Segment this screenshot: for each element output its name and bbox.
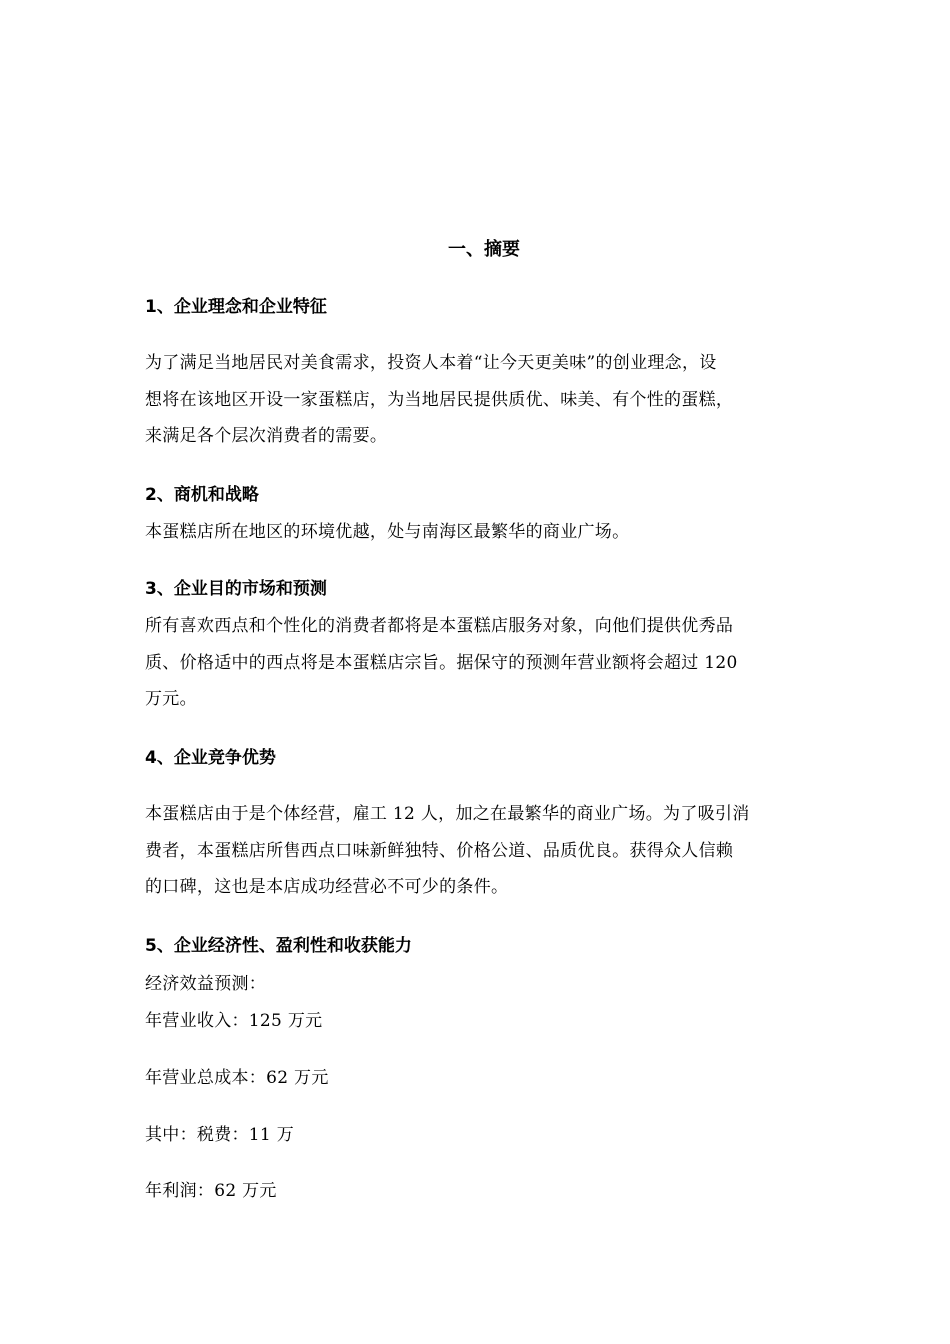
paragraph-line: 所有喜欢西点和个性化的消费者都将是本蛋糕店服务对象，向他们提供优秀品 bbox=[145, 616, 734, 636]
section-heading-2: 2、商机和战略 bbox=[145, 485, 259, 505]
forecast-label: 经济效益预测： bbox=[145, 974, 267, 994]
section-paragraph-1 bbox=[145, 345, 810, 455]
paragraph-line: 质、价格适中的西点将是本蛋糕店宗旨。据保守的预测年营业额将会超过 120 bbox=[145, 652, 738, 673]
paragraph-line: 来满足各个层次消费者的需要。 bbox=[145, 426, 388, 446]
figure-tax: 其中：税费：11 万 bbox=[145, 1125, 295, 1145]
paragraph-line: 本蛋糕店由于是个体经营，雇工 12 人，加之在最繁华的商业广场。为了吸引消 bbox=[145, 804, 750, 824]
section-heading-5: 5、企业经济性、盈利性和收获能力 bbox=[145, 936, 412, 956]
section-heading-1: 1、企业理念和企业特征 bbox=[145, 297, 327, 317]
section-heading-4: 4、企业竞争优势 bbox=[145, 748, 276, 768]
section-paragraph-4 bbox=[145, 796, 810, 906]
figure-total-cost: 年营业总成本：62 万元 bbox=[145, 1068, 329, 1088]
paragraph-line: 为了满足当地居民对美食需求，投资人本着“让今天更美味”的创业理念，设 bbox=[145, 353, 717, 373]
section-paragraph-3 bbox=[145, 608, 810, 718]
paragraph-line: 的口碑，这也是本店成功经营必不可少的条件。 bbox=[145, 877, 509, 897]
paragraph-line: 想将在该地区开设一家蛋糕店，为当地居民提供质优、味美、有个性的蛋糕， bbox=[145, 389, 734, 410]
figure-revenue: 年营业收入：125 万元 bbox=[145, 1011, 323, 1031]
paragraph-line: 万元。 bbox=[145, 689, 197, 709]
page-title: 一、摘要 bbox=[448, 239, 520, 260]
figure-profit: 年利润：62 万元 bbox=[145, 1181, 277, 1201]
paragraph-line: 费者，本蛋糕店所售西点口味新鲜独特、价格公道、品质优良。获得众人信赖 bbox=[145, 840, 734, 861]
section-heading-3: 3、企业目的市场和预测 bbox=[145, 579, 327, 599]
paragraph-line: 本蛋糕店所在地区的环境优越，处与南海区最繁华的商业广场。 bbox=[145, 522, 630, 542]
section-paragraph-2 bbox=[145, 514, 810, 551]
